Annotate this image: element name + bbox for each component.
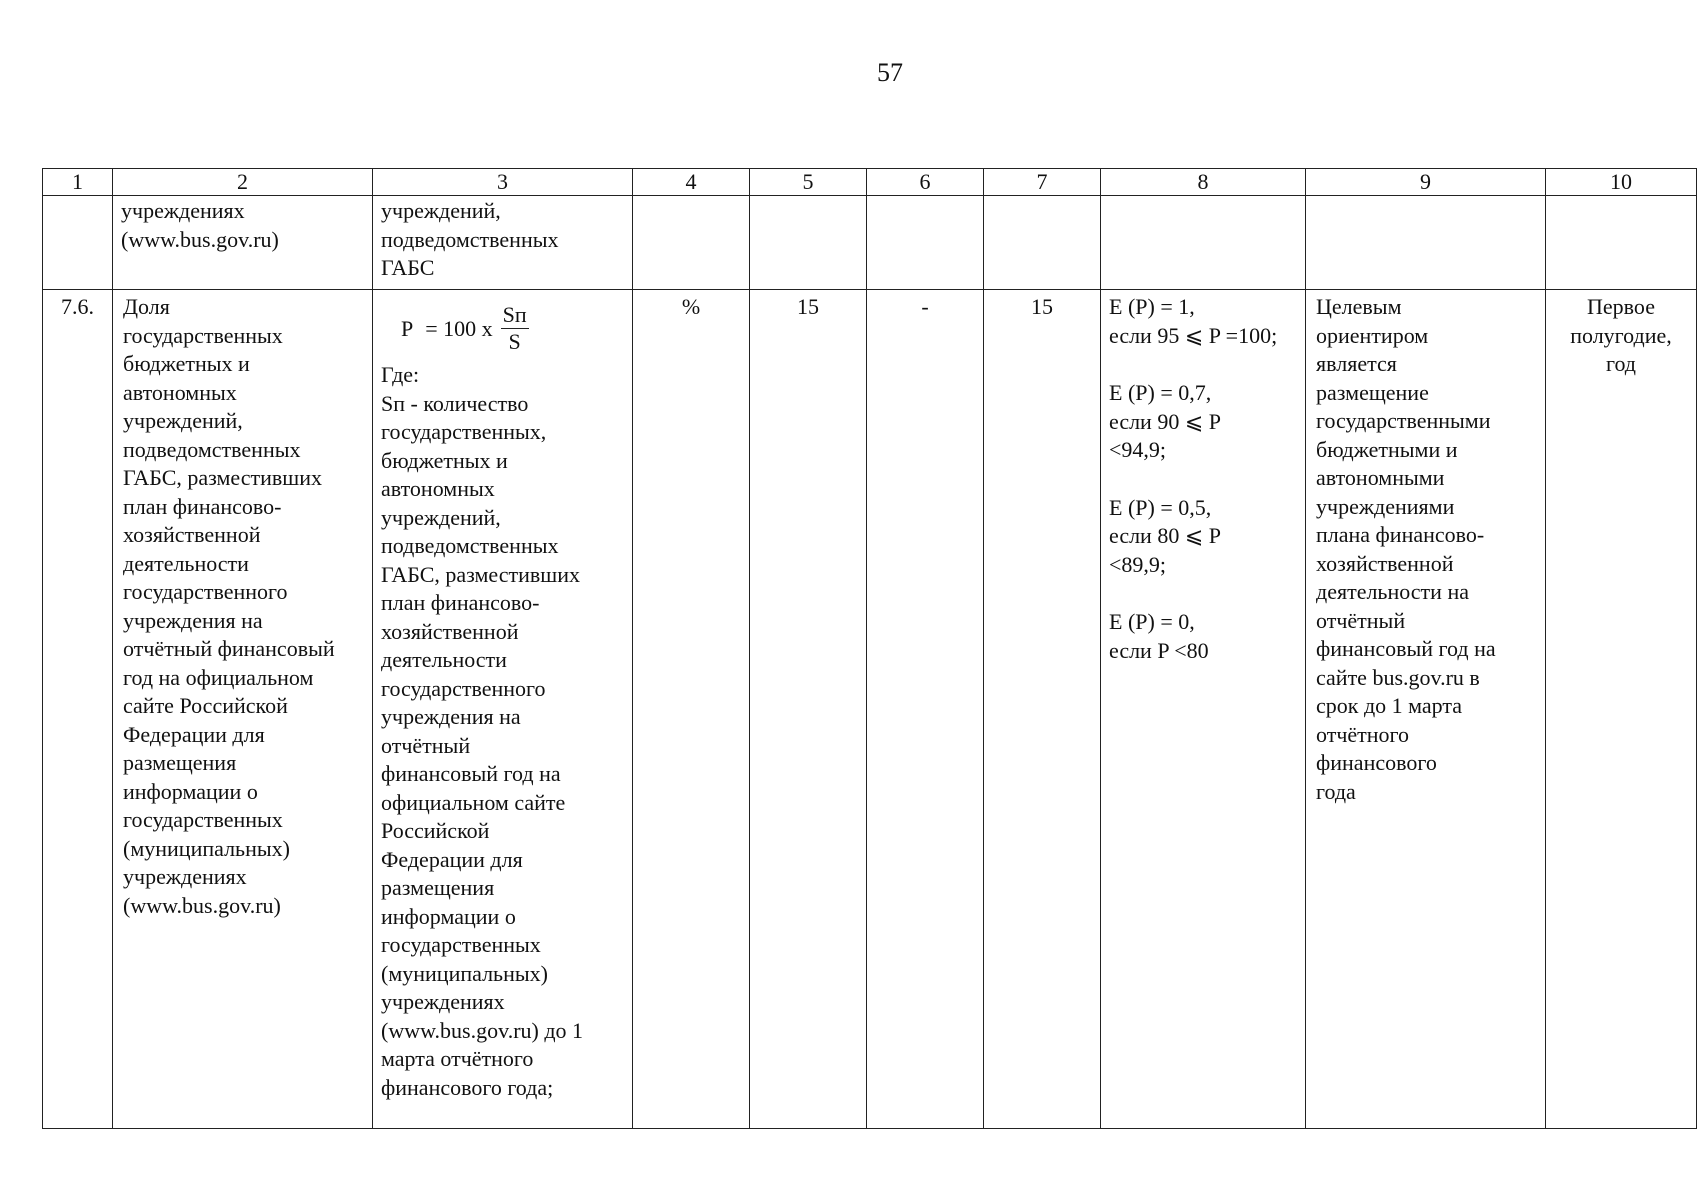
continuation-cell-4 bbox=[633, 196, 750, 290]
formula-fraction bbox=[501, 303, 529, 355]
continuation-cell-2: учреждениях (www.bus.gov.ru) bbox=[113, 196, 373, 290]
formula bbox=[401, 303, 624, 355]
continuation-cell-6 bbox=[867, 196, 984, 290]
formula-numerator: Sп bbox=[502, 302, 527, 327]
table-row bbox=[43, 290, 1697, 1129]
evaluation-rule: E (P) = 0,5, если 80 ⩽ P <89,9; bbox=[1109, 494, 1221, 577]
header-cell-8: 8 bbox=[1101, 169, 1306, 196]
continuation-cell-9 bbox=[1306, 196, 1546, 290]
formula-cell bbox=[373, 290, 633, 1129]
evaluation-rule: E (P) = 1, если 95 ⩽ P =100; bbox=[1109, 294, 1278, 348]
continuation-cell-8 bbox=[1101, 196, 1306, 290]
column-6-value: - bbox=[867, 290, 984, 1129]
header-cell-5: 5 bbox=[750, 169, 867, 196]
evaluation-rule: E (P) = 0, если P <80 bbox=[1109, 609, 1209, 663]
header-cell-3: 3 bbox=[373, 169, 633, 196]
page-number: 57 bbox=[877, 58, 903, 87]
formula-lhs: P bbox=[401, 315, 414, 341]
header-cell-10: 10 bbox=[1546, 169, 1697, 196]
reporting-period: Первое полугодие, год bbox=[1546, 290, 1697, 1129]
formula-denominator: S bbox=[508, 329, 521, 354]
column-7-value: 15 bbox=[984, 290, 1101, 1129]
unit-cell: % bbox=[633, 290, 750, 1129]
header-cell-2: 2 bbox=[113, 169, 373, 196]
evaluation-rules-cell bbox=[1101, 290, 1306, 1129]
row-number: 7.6. bbox=[43, 290, 113, 1129]
header-cell-1: 1 bbox=[43, 169, 113, 196]
header-cell-6: 6 bbox=[867, 169, 984, 196]
continuation-cell-7 bbox=[984, 196, 1101, 290]
indicator-name: Доля государственных бюджетных и автономных учреждений, подведомственных ГАБС, разместивших план финансово- хозяйственной деятельности государственного учреждения на отчётный финансовый год на официальном сайте Российской Федерации для размещения информации о государственных (муниципальных) учреждениях (www.bus.gov.ru) bbox=[113, 290, 373, 1129]
formula-equals: = 100 x bbox=[425, 315, 493, 341]
evaluation-rule: E (P) = 0,7, если 90 ⩽ P <94,9; bbox=[1109, 380, 1221, 462]
header-cell-4: 4 bbox=[633, 169, 750, 196]
indicators-table bbox=[42, 168, 1697, 1129]
column-number-header-row bbox=[43, 169, 1697, 196]
continuation-cell-5 bbox=[750, 196, 867, 290]
formula-explanation: Где: Sп - количество государственных, бюджетных и автономных учреждений, подведомственных ГАБС, разместивших план финансово- хозяйственной деятельности государственного учреждения на отчётный финансовый год на официальном сайте Российской Федерации для размещения информации о государственных (муниципальных) учреждениях (www.bus.gov.ru) до 1 марта отчётного финансового года; bbox=[381, 362, 584, 1100]
continuation-cell-1 bbox=[43, 196, 113, 290]
continuation-cell-3: учреждений, подведомственных ГАБС bbox=[373, 196, 633, 290]
column-5-value: 15 bbox=[750, 290, 867, 1129]
target-description: Целевым ориентиром является размещение государственными бюджетными и автономными учреждениями плана финансово- хозяйственной деятельности на отчётный финансовый год на сайте bus.gov.ru в срок до 1 марта отчётного финансового года bbox=[1306, 290, 1546, 1129]
continuation-row bbox=[43, 196, 1697, 290]
header-cell-7: 7 bbox=[984, 169, 1101, 196]
header-cell-9: 9 bbox=[1306, 169, 1546, 196]
continuation-cell-10 bbox=[1546, 196, 1697, 290]
